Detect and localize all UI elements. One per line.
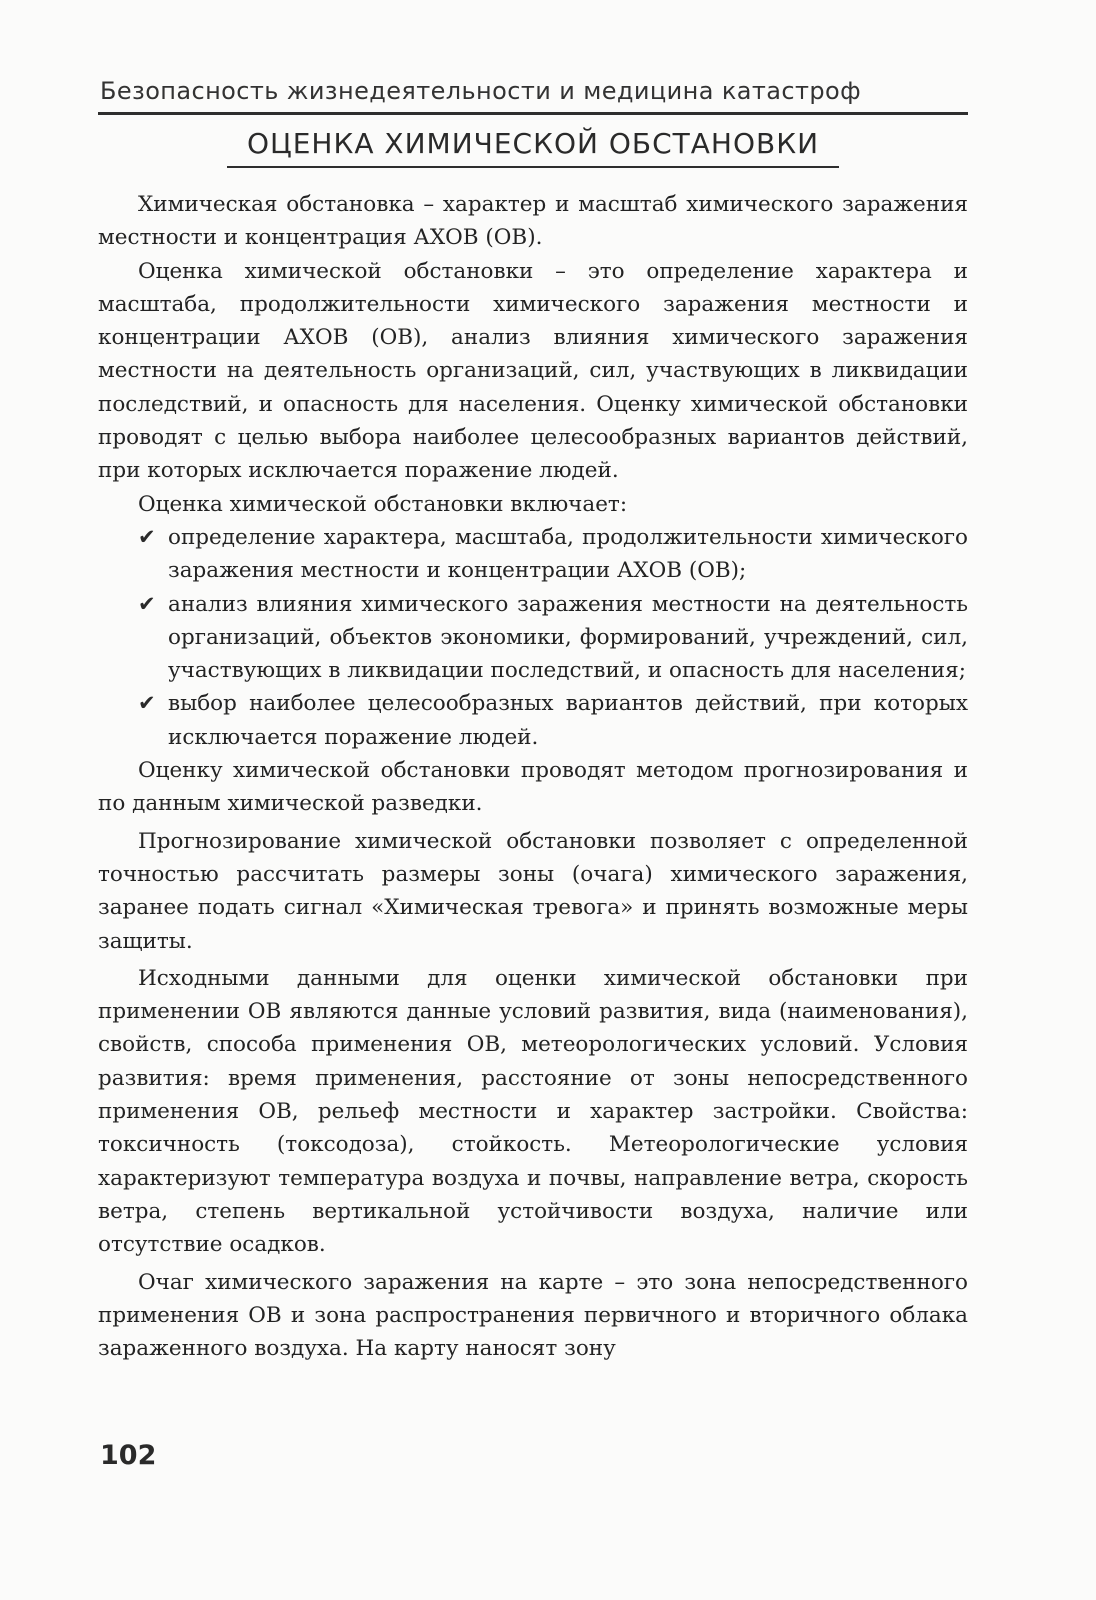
list-item — [138, 687, 968, 754]
checklist — [98, 521, 968, 754]
list-item — [138, 521, 968, 588]
check-icon: ✔ — [138, 524, 156, 549]
paragraph: Оценка химической обстановки – это определение характера и масштаба, продолжительности химического заражения местности и концентрации АХОВ (ОВ), анализ влияния химического заражения местности на деятельность организаций, сил, участвующих в ликвидации последствий, и опасность для населения. Оценку химической обстановки проводят с целью выбора наиболее целесообразных вариантов действий, при которых исключается поражение людей. — [98, 258, 968, 484]
check-icon: ✔ — [138, 691, 156, 716]
page-number: 102 — [100, 1440, 157, 1471]
list-item — [138, 588, 968, 688]
list-item-text: анализ влияния химического заражения местности на деятельность организаций, объектов экономики, формирований, учреждений, сил, участвующих в ликвидации последствий, и опасность для населения; — [168, 591, 968, 684]
list-item-text: выбор наиболее целесообразных вариантов действий, при которых исключается поражение людей. — [168, 691, 968, 750]
section-title: ОЦЕНКА ХИМИЧЕСКОЙ ОБСТАНОВКИ — [227, 127, 839, 168]
body-text — [98, 188, 968, 1365]
paragraph: Оценку химической обстановки проводят методом прогнозирования и по данным химической разведки. — [98, 758, 968, 817]
paragraph: Очаг химического заражения на карте – это зона непосредственного применения ОВ и зона распространения первичного и вторичного облака зараженного воздуха. На карту наносят зону — [98, 1269, 968, 1362]
paragraph: Оценка химической обстановки включает: — [138, 491, 628, 517]
paragraph: Исходными данными для оценки химической обстановки при применении ОВ являются данные условий развития, вида (наименования), свойств, способа применения ОВ, метеорологических условий. Условия развития: время применения, расстояние от зоны непосредственного применения ОВ, рельеф местности и характер застройки. Свойства: токсичность (токсодоза), стойкость. Метеорологические условия характеризуют температура воздуха и почвы, направление ветра, скорость ветра, степень вертикальной устойчивости воздуха, наличие или отсутствие осадков. — [98, 965, 968, 1258]
list-item-text: определение характера, масштаба, продолжительности химического заражения местности и концентрации АХОВ (ОВ); — [168, 524, 968, 584]
paragraph: Химическая обстановка – характер и масштаб химического заражения местности и концентрация АХОВ (ОВ). — [98, 192, 968, 251]
page — [98, 70, 968, 1365]
running-head: Безопасность жизнедеятельности и медицина катастроф — [98, 70, 968, 115]
title-wrap — [98, 127, 968, 168]
paragraph: Прогнозирование химической обстановки позволяет с определенной точностью рассчитать размеры зоны (очага) химического заражения, заранее подать сигнал «Химическая тревога» и принять возможные меры защиты. — [98, 828, 968, 954]
check-icon: ✔ — [138, 591, 156, 616]
